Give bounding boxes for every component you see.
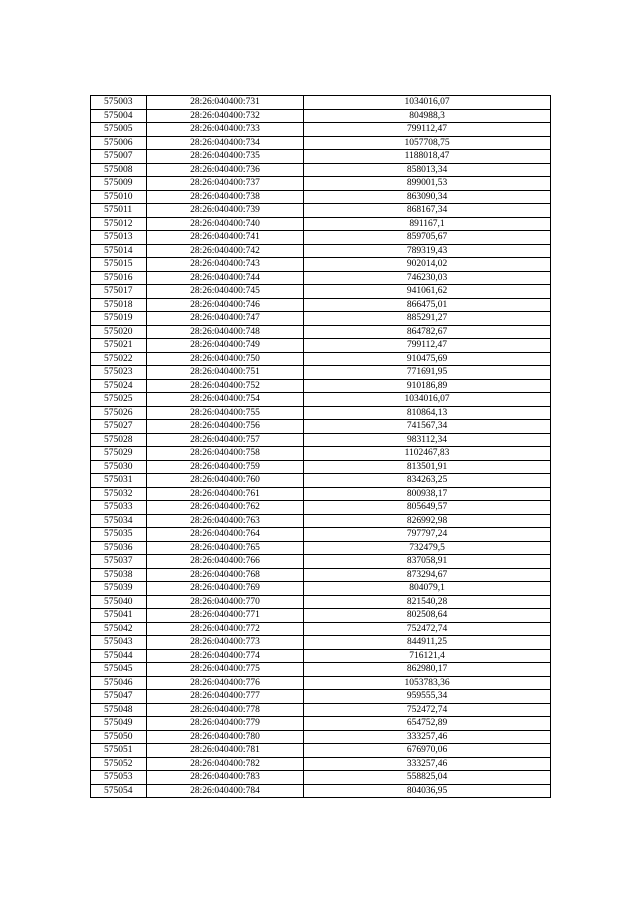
cadastral-value-cell: 799112,47 bbox=[304, 339, 551, 353]
cadastral-number-cell: 28:26:040400:757 bbox=[147, 433, 304, 447]
cadastral-value-cell: 941061,62 bbox=[304, 285, 551, 299]
row-id-cell: 575015 bbox=[91, 258, 147, 272]
cadastral-value-cell: 885291,27 bbox=[304, 312, 551, 326]
cadastral-value-cell: 864782,67 bbox=[304, 325, 551, 339]
row-id-cell: 575022 bbox=[91, 352, 147, 366]
cadastral-number-cell: 28:26:040400:775 bbox=[147, 663, 304, 677]
table-row bbox=[91, 433, 551, 447]
cadastral-number-cell: 28:26:040400:760 bbox=[147, 474, 304, 488]
table-row bbox=[91, 190, 551, 204]
row-id-cell: 575009 bbox=[91, 177, 147, 191]
row-id-cell: 575041 bbox=[91, 609, 147, 623]
table-row bbox=[91, 379, 551, 393]
cadastral-value-cell: 862980,17 bbox=[304, 663, 551, 677]
cadastral-value-cell: 1053783,36 bbox=[304, 676, 551, 690]
cadastral-number-cell: 28:26:040400:758 bbox=[147, 447, 304, 461]
cadastral-value-cell: 333257,46 bbox=[304, 730, 551, 744]
table-row bbox=[91, 744, 551, 758]
cadastral-value-cell: 910186,89 bbox=[304, 379, 551, 393]
row-id-cell: 575029 bbox=[91, 447, 147, 461]
table-row bbox=[91, 123, 551, 137]
cadastral-number-cell: 28:26:040400:763 bbox=[147, 514, 304, 528]
cadastral-number-cell: 28:26:040400:762 bbox=[147, 501, 304, 515]
cadastral-value-cell: 891167,1 bbox=[304, 217, 551, 231]
table-row bbox=[91, 217, 551, 231]
row-id-cell: 575037 bbox=[91, 555, 147, 569]
cadastral-number-cell: 28:26:040400:731 bbox=[147, 96, 304, 110]
cadastral-number-cell: 28:26:040400:766 bbox=[147, 555, 304, 569]
cadastral-value-cell: 826992,98 bbox=[304, 514, 551, 528]
cadastral-number-cell: 28:26:040400:733 bbox=[147, 123, 304, 137]
cadastral-value-cell: 752472,74 bbox=[304, 622, 551, 636]
row-id-cell: 575040 bbox=[91, 595, 147, 609]
data-table bbox=[90, 95, 551, 798]
table-row bbox=[91, 703, 551, 717]
cadastral-number-cell: 28:26:040400:752 bbox=[147, 379, 304, 393]
row-id-cell: 575054 bbox=[91, 784, 147, 798]
row-id-cell: 575038 bbox=[91, 568, 147, 582]
row-id-cell: 575003 bbox=[91, 96, 147, 110]
row-id-cell: 575018 bbox=[91, 298, 147, 312]
row-id-cell: 575012 bbox=[91, 217, 147, 231]
table-row bbox=[91, 325, 551, 339]
row-id-cell: 575010 bbox=[91, 190, 147, 204]
cadastral-number-cell: 28:26:040400:738 bbox=[147, 190, 304, 204]
table-row bbox=[91, 352, 551, 366]
cadastral-number-cell: 28:26:040400:759 bbox=[147, 460, 304, 474]
cadastral-number-cell: 28:26:040400:777 bbox=[147, 690, 304, 704]
cadastral-number-cell: 28:26:040400:761 bbox=[147, 487, 304, 501]
cadastral-number-cell: 28:26:040400:740 bbox=[147, 217, 304, 231]
row-id-cell: 575023 bbox=[91, 366, 147, 380]
cadastral-value-cell: 732479,5 bbox=[304, 541, 551, 555]
table-row bbox=[91, 501, 551, 515]
table-row bbox=[91, 447, 551, 461]
row-id-cell: 575034 bbox=[91, 514, 147, 528]
cadastral-number-cell: 28:26:040400:735 bbox=[147, 150, 304, 164]
table-row bbox=[91, 676, 551, 690]
cadastral-value-cell: 716121,4 bbox=[304, 649, 551, 663]
cadastral-value-cell: 1057708,75 bbox=[304, 136, 551, 150]
cadastral-value-cell: 654752,89 bbox=[304, 717, 551, 731]
table-row bbox=[91, 231, 551, 245]
row-id-cell: 575051 bbox=[91, 744, 147, 758]
row-id-cell: 575011 bbox=[91, 204, 147, 218]
row-id-cell: 575030 bbox=[91, 460, 147, 474]
table-row bbox=[91, 136, 551, 150]
table-row bbox=[91, 649, 551, 663]
cadastral-value-cell: 789319,43 bbox=[304, 244, 551, 258]
cadastral-value-cell: 821540,28 bbox=[304, 595, 551, 609]
row-id-cell: 575007 bbox=[91, 150, 147, 164]
row-id-cell: 575017 bbox=[91, 285, 147, 299]
cadastral-value-cell: 804036,95 bbox=[304, 784, 551, 798]
row-id-cell: 575052 bbox=[91, 757, 147, 771]
cadastral-value-cell: 813501,91 bbox=[304, 460, 551, 474]
row-id-cell: 575026 bbox=[91, 406, 147, 420]
table-row bbox=[91, 757, 551, 771]
table-row bbox=[91, 150, 551, 164]
table-row bbox=[91, 582, 551, 596]
table-row bbox=[91, 541, 551, 555]
row-id-cell: 575013 bbox=[91, 231, 147, 245]
cadastral-number-cell: 28:26:040400:755 bbox=[147, 406, 304, 420]
table-row bbox=[91, 96, 551, 110]
table-row bbox=[91, 514, 551, 528]
cadastral-value-cell: 804079,1 bbox=[304, 582, 551, 596]
cadastral-value-cell: 868167,34 bbox=[304, 204, 551, 218]
cadastral-value-cell: 873294,67 bbox=[304, 568, 551, 582]
table-row bbox=[91, 663, 551, 677]
cadastral-number-cell: 28:26:040400:741 bbox=[147, 231, 304, 245]
cadastral-value-cell: 797797,24 bbox=[304, 528, 551, 542]
table-row bbox=[91, 204, 551, 218]
cadastral-number-cell: 28:26:040400:771 bbox=[147, 609, 304, 623]
cadastral-number-cell: 28:26:040400:734 bbox=[147, 136, 304, 150]
table-row bbox=[91, 420, 551, 434]
cadastral-number-cell: 28:26:040400:770 bbox=[147, 595, 304, 609]
row-id-cell: 575050 bbox=[91, 730, 147, 744]
cadastral-number-cell: 28:26:040400:737 bbox=[147, 177, 304, 191]
cadastral-number-cell: 28:26:040400:773 bbox=[147, 636, 304, 650]
cadastral-number-cell: 28:26:040400:768 bbox=[147, 568, 304, 582]
cadastral-number-cell: 28:26:040400:756 bbox=[147, 420, 304, 434]
cadastral-number-cell: 28:26:040400:751 bbox=[147, 366, 304, 380]
cadastral-number-cell: 28:26:040400:769 bbox=[147, 582, 304, 596]
cadastral-value-cell: 810864,13 bbox=[304, 406, 551, 420]
table-row bbox=[91, 528, 551, 542]
cadastral-value-cell: 741567,34 bbox=[304, 420, 551, 434]
cadastral-value-cell: 802508,64 bbox=[304, 609, 551, 623]
row-id-cell: 575043 bbox=[91, 636, 147, 650]
cadastral-number-cell: 28:26:040400:782 bbox=[147, 757, 304, 771]
row-id-cell: 575004 bbox=[91, 109, 147, 123]
table-row bbox=[91, 366, 551, 380]
cadastral-value-cell: 1034016,07 bbox=[304, 393, 551, 407]
row-id-cell: 575008 bbox=[91, 163, 147, 177]
cadastral-number-cell: 28:26:040400:732 bbox=[147, 109, 304, 123]
row-id-cell: 575049 bbox=[91, 717, 147, 731]
row-id-cell: 575046 bbox=[91, 676, 147, 690]
cadastral-value-cell: 333257,46 bbox=[304, 757, 551, 771]
cadastral-number-cell: 28:26:040400:772 bbox=[147, 622, 304, 636]
row-id-cell: 575021 bbox=[91, 339, 147, 353]
cadastral-number-cell: 28:26:040400:765 bbox=[147, 541, 304, 555]
table-row bbox=[91, 636, 551, 650]
row-id-cell: 575006 bbox=[91, 136, 147, 150]
cadastral-value-cell: 866475,01 bbox=[304, 298, 551, 312]
row-id-cell: 575033 bbox=[91, 501, 147, 515]
cadastral-number-cell: 28:26:040400:783 bbox=[147, 771, 304, 785]
cadastral-value-cell: 1188018,47 bbox=[304, 150, 551, 164]
cadastral-number-cell: 28:26:040400:776 bbox=[147, 676, 304, 690]
row-id-cell: 575016 bbox=[91, 271, 147, 285]
cadastral-number-cell: 28:26:040400:754 bbox=[147, 393, 304, 407]
table-row bbox=[91, 595, 551, 609]
table-row bbox=[91, 339, 551, 353]
cadastral-value-cell: 800938,17 bbox=[304, 487, 551, 501]
table-row bbox=[91, 555, 551, 569]
cadastral-value-cell: 676970,06 bbox=[304, 744, 551, 758]
table-row bbox=[91, 312, 551, 326]
cadastral-number-cell: 28:26:040400:736 bbox=[147, 163, 304, 177]
cadastral-value-cell: 844911,25 bbox=[304, 636, 551, 650]
row-id-cell: 575032 bbox=[91, 487, 147, 501]
cadastral-number-cell: 28:26:040400:750 bbox=[147, 352, 304, 366]
cadastral-value-cell: 858013,34 bbox=[304, 163, 551, 177]
table-row bbox=[91, 717, 551, 731]
row-id-cell: 575045 bbox=[91, 663, 147, 677]
cadastral-value-cell: 859705,67 bbox=[304, 231, 551, 245]
row-id-cell: 575028 bbox=[91, 433, 147, 447]
cadastral-value-cell: 834263,25 bbox=[304, 474, 551, 488]
cadastral-value-cell: 910475,69 bbox=[304, 352, 551, 366]
row-id-cell: 575036 bbox=[91, 541, 147, 555]
cadastral-value-cell: 959555,34 bbox=[304, 690, 551, 704]
row-id-cell: 575020 bbox=[91, 325, 147, 339]
row-id-cell: 575042 bbox=[91, 622, 147, 636]
cadastral-value-cell: 899001,53 bbox=[304, 177, 551, 191]
row-id-cell: 575047 bbox=[91, 690, 147, 704]
cadastral-value-cell: 1102467,83 bbox=[304, 447, 551, 461]
table-row bbox=[91, 771, 551, 785]
table-row bbox=[91, 258, 551, 272]
table-row bbox=[91, 622, 551, 636]
table-row bbox=[91, 177, 551, 191]
table-row bbox=[91, 109, 551, 123]
cadastral-number-cell: 28:26:040400:779 bbox=[147, 717, 304, 731]
row-id-cell: 575035 bbox=[91, 528, 147, 542]
table-row bbox=[91, 730, 551, 744]
cadastral-value-cell: 902014,02 bbox=[304, 258, 551, 272]
table-row bbox=[91, 568, 551, 582]
table-row bbox=[91, 609, 551, 623]
cadastral-value-cell: 837058,91 bbox=[304, 555, 551, 569]
table-row bbox=[91, 406, 551, 420]
cadastral-number-cell: 28:26:040400:749 bbox=[147, 339, 304, 353]
table-row bbox=[91, 298, 551, 312]
row-id-cell: 575031 bbox=[91, 474, 147, 488]
cadastral-value-cell: 863090,34 bbox=[304, 190, 551, 204]
cadastral-number-cell: 28:26:040400:746 bbox=[147, 298, 304, 312]
row-id-cell: 575005 bbox=[91, 123, 147, 137]
cadastral-number-cell: 28:26:040400:784 bbox=[147, 784, 304, 798]
table-row bbox=[91, 393, 551, 407]
cadastral-value-cell: 805649,57 bbox=[304, 501, 551, 515]
cadastral-value-cell: 746230,03 bbox=[304, 271, 551, 285]
table-row bbox=[91, 474, 551, 488]
table-row bbox=[91, 690, 551, 704]
cadastral-number-cell: 28:26:040400:739 bbox=[147, 204, 304, 218]
cadastral-value-cell: 752472,74 bbox=[304, 703, 551, 717]
cadastral-number-cell: 28:26:040400:780 bbox=[147, 730, 304, 744]
row-id-cell: 575014 bbox=[91, 244, 147, 258]
row-id-cell: 575044 bbox=[91, 649, 147, 663]
row-id-cell: 575024 bbox=[91, 379, 147, 393]
cadastral-value-cell: 799112,47 bbox=[304, 123, 551, 137]
table-row bbox=[91, 285, 551, 299]
cadastral-number-cell: 28:26:040400:781 bbox=[147, 744, 304, 758]
cadastral-number-cell: 28:26:040400:744 bbox=[147, 271, 304, 285]
table-row bbox=[91, 163, 551, 177]
cadastral-number-cell: 28:26:040400:748 bbox=[147, 325, 304, 339]
table-body bbox=[91, 96, 551, 798]
row-id-cell: 575025 bbox=[91, 393, 147, 407]
table-row bbox=[91, 784, 551, 798]
table-row bbox=[91, 271, 551, 285]
cadastral-number-cell: 28:26:040400:764 bbox=[147, 528, 304, 542]
cadastral-number-cell: 28:26:040400:745 bbox=[147, 285, 304, 299]
table-row bbox=[91, 460, 551, 474]
cadastral-number-cell: 28:26:040400:743 bbox=[147, 258, 304, 272]
cadastral-number-cell: 28:26:040400:747 bbox=[147, 312, 304, 326]
row-id-cell: 575039 bbox=[91, 582, 147, 596]
cadastral-value-cell: 771691,95 bbox=[304, 366, 551, 380]
table-row bbox=[91, 244, 551, 258]
row-id-cell: 575048 bbox=[91, 703, 147, 717]
cadastral-value-cell: 804988,3 bbox=[304, 109, 551, 123]
cadastral-number-cell: 28:26:040400:778 bbox=[147, 703, 304, 717]
cadastral-number-cell: 28:26:040400:774 bbox=[147, 649, 304, 663]
cadastral-number-cell: 28:26:040400:742 bbox=[147, 244, 304, 258]
row-id-cell: 575019 bbox=[91, 312, 147, 326]
row-id-cell: 575027 bbox=[91, 420, 147, 434]
cadastral-value-cell: 558825,04 bbox=[304, 771, 551, 785]
cadastral-value-cell: 983112,34 bbox=[304, 433, 551, 447]
row-id-cell: 575053 bbox=[91, 771, 147, 785]
cadastral-value-cell: 1034016,07 bbox=[304, 96, 551, 110]
table-row bbox=[91, 487, 551, 501]
